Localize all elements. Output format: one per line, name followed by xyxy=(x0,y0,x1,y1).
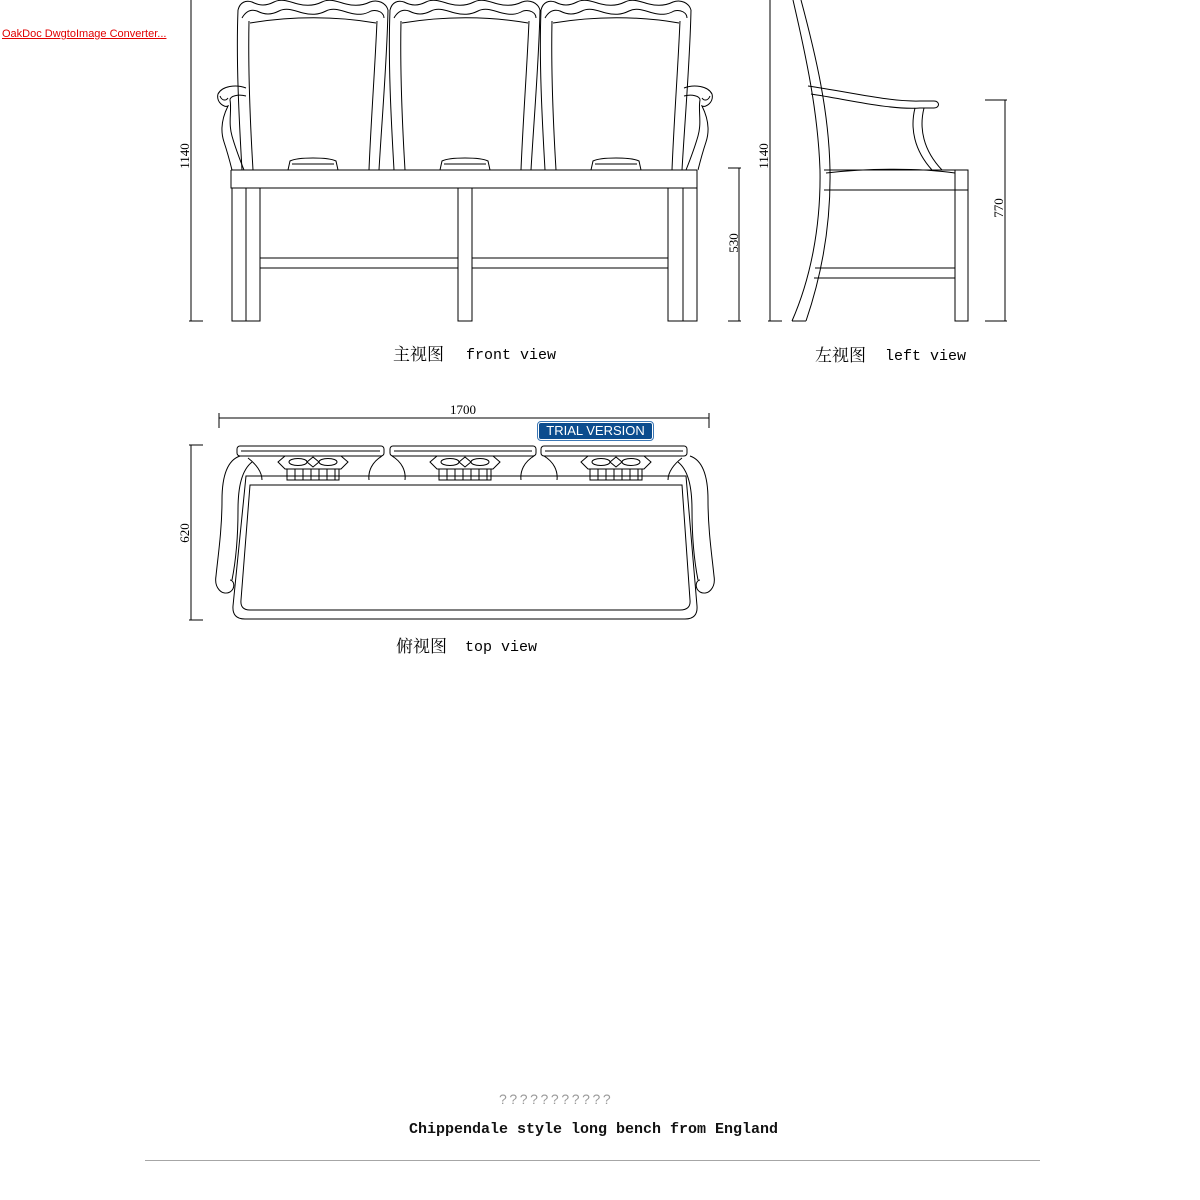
top-view-label-en: top view xyxy=(465,639,538,656)
front-view-height-dimension xyxy=(177,0,203,321)
garbled-title: ??????????? xyxy=(499,1091,614,1107)
converter-watermark-link[interactable]: OakDoc DwgtoImage Converter... xyxy=(2,28,167,40)
front-leg-left xyxy=(232,188,246,321)
left-view-arm-height-dimension xyxy=(985,100,1007,321)
back-stile-inner xyxy=(801,0,830,321)
armrest-right xyxy=(678,456,714,593)
side-stretcher xyxy=(814,268,955,278)
front-view-label-en: front view xyxy=(466,347,557,364)
front-leg xyxy=(955,170,968,321)
seat-rail xyxy=(231,170,697,188)
front-leg-right xyxy=(683,188,697,321)
seat-outline xyxy=(233,476,697,619)
back-leg-left xyxy=(246,188,260,321)
dimension-value: 1140 xyxy=(177,143,192,169)
top-view-label-cn: 俯视图 xyxy=(396,637,447,656)
dimension-value: 1140 xyxy=(756,143,771,169)
chair-back-middle xyxy=(389,0,540,170)
front-view xyxy=(177,0,741,321)
trial-version-badge: TRIAL VERSION xyxy=(538,422,653,440)
left-view-label-en: left view xyxy=(885,348,967,365)
back-leg-right xyxy=(668,188,683,321)
left-view-label-cn: 左视图 xyxy=(815,346,866,365)
dimension-value: 770 xyxy=(991,198,1006,218)
stretcher xyxy=(260,258,668,268)
left-view-height-dimension xyxy=(756,0,782,321)
arm-support xyxy=(913,108,942,170)
front-view-label-cn: 主视图 xyxy=(393,345,444,364)
seat xyxy=(824,169,968,190)
armrest-right xyxy=(684,86,712,170)
dimension-value: 530 xyxy=(726,233,741,253)
top-view-depth-dimension xyxy=(177,445,203,620)
chair-back-right xyxy=(540,0,691,170)
back-stile-outer xyxy=(792,0,820,321)
front-view-seat-height-dimension xyxy=(726,168,741,321)
middle-leg xyxy=(458,188,472,321)
drawing-caption: Chippendale style long bench from England xyxy=(409,1121,779,1138)
seat-inner-outline xyxy=(241,485,690,610)
arm-rail xyxy=(808,86,939,108)
caption-divider xyxy=(145,1160,1040,1161)
dimension-value: 1700 xyxy=(450,402,476,417)
dimension-value: 620 xyxy=(177,523,192,543)
chair-back-left xyxy=(237,0,388,170)
left-view xyxy=(756,0,1007,321)
